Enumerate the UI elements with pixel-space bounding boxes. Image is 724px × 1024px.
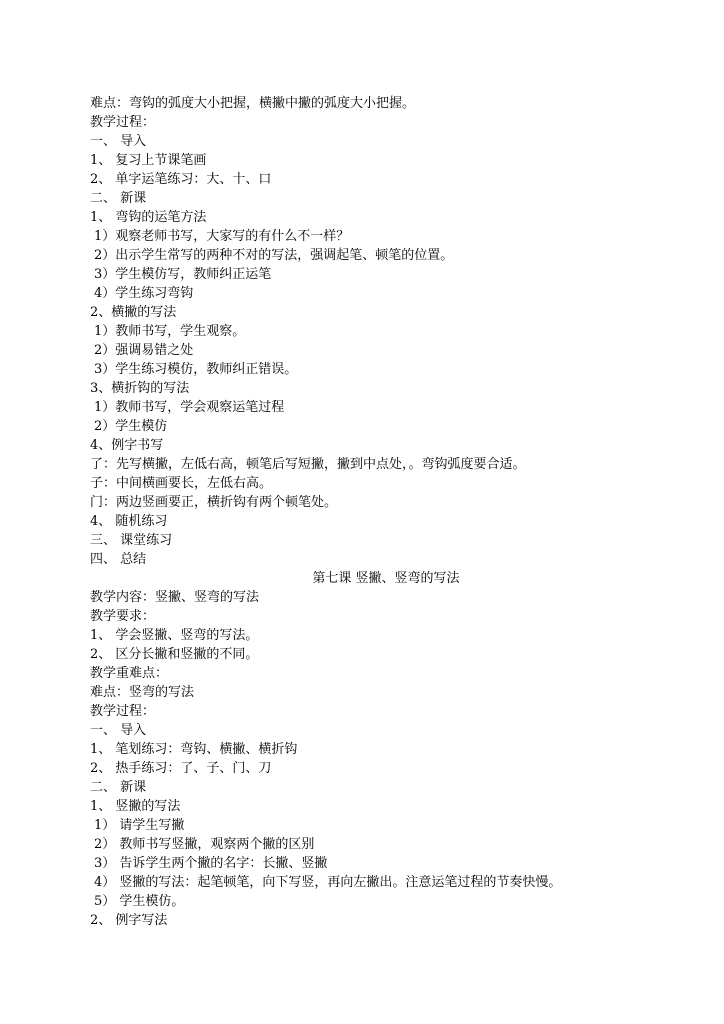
text-line: 难点：竖弯的写法 — [90, 685, 195, 700]
text-line: 1、 学会竖撇、竖弯的写法。 — [90, 628, 259, 643]
list-item: 5） 学生模仿。 — [94, 894, 185, 909]
section-heading: 三、 课堂练习 — [90, 533, 173, 548]
text-line: 1、 弯钩的运笔方法 — [90, 210, 207, 225]
text-line: 难点：弯钩的弧度大小把握，横撇中撇的弧度大小把握。 — [90, 96, 416, 111]
text-line: 子：中间横画要长，左低右高。 — [90, 476, 273, 491]
list-item: 4） 竖撇的写法：起笔顿笔，向下写竖，再向左撇出。注意运笔过程的节奏快慢。 — [94, 875, 562, 890]
list-item: 3） 告诉学生两个撇的名字：长撇、竖撇 — [94, 856, 328, 871]
list-item: 4）学生练习弯钩 — [94, 286, 194, 301]
lesson-title: 第七课 竖撇、竖弯的写法 — [312, 571, 460, 586]
text-line: 教学内容：竖撇、竖弯的写法 — [90, 590, 260, 605]
text-line: 2、 单字运笔练习：大、十、口 — [90, 172, 272, 187]
text-line: 教学过程： — [90, 704, 156, 719]
text-line: 了：先写横撇，左低右高，顿笔后写短撇，撇到中点处，。弯钩弧度要合适。 — [90, 457, 526, 472]
list-item: 1） 请学生写撇 — [94, 818, 185, 833]
section-heading: 一、 导入 — [90, 723, 147, 738]
list-item: 1）观察老师书写，大家写的有什么不一样？ — [94, 229, 350, 244]
text-line: 4、 随机练习 — [90, 514, 168, 529]
text-line: 1、 竖撇的写法 — [90, 799, 181, 814]
list-item: 2）强调易错之处 — [94, 343, 194, 358]
section-heading: 二、 新课 — [90, 780, 147, 795]
list-item: 1）教师书写，学会观察运笔过程 — [94, 400, 285, 415]
text-line: 教学要求： — [90, 609, 156, 624]
section-heading: 一、 导入 — [90, 134, 147, 149]
text-line: 1、 复习上节课笔画 — [90, 153, 207, 168]
section-heading: 二、 新课 — [90, 191, 147, 206]
list-item: 2）出示学生常写的两种不对的写法，强调起笔、顿笔的位置。 — [94, 248, 454, 263]
text-line: 2、横撇的写法 — [90, 305, 177, 320]
list-item: 2） 教师书写竖撇，观察两个撇的区别 — [94, 837, 315, 852]
text-line: 门：两边竖画要正，横折钩有两个顿笔处。 — [90, 495, 338, 510]
text-line: 2、 区分长撇和竖撇的不同。 — [90, 647, 259, 662]
text-line: 1、 笔划练习：弯钩、横撇、横折钩 — [90, 742, 298, 757]
list-item: 1）教师书写，学生观察。 — [94, 324, 246, 339]
text-line: 教学重难点： — [90, 666, 169, 681]
section-heading: 四、 总结 — [90, 552, 147, 567]
text-line: 2、 热手练习：了、子、门、刀 — [90, 761, 272, 776]
text-line: 4、例字书写 — [90, 438, 164, 453]
list-item: 3）学生练习模仿，教师纠正错误。 — [94, 362, 298, 377]
list-item: 3）学生模仿写，教师纠正运笔 — [94, 267, 272, 282]
text-line: 2、 例字写法 — [90, 913, 168, 928]
text-line: 教学过程： — [90, 115, 156, 130]
text-line: 3、横折钩的写法 — [90, 381, 190, 396]
list-item: 2）学生模仿 — [94, 419, 168, 434]
